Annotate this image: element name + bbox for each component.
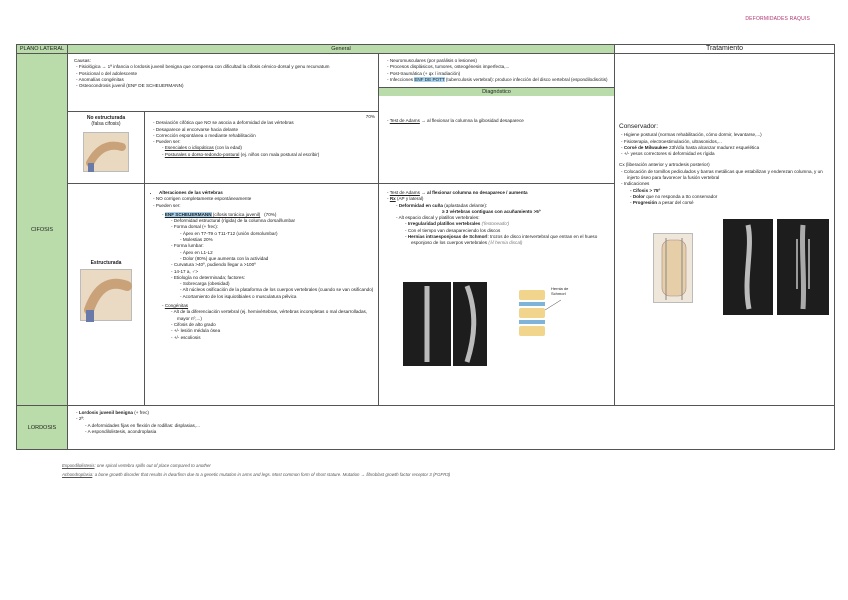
- header-diagnostico: Diagnóstico: [379, 87, 614, 96]
- causa-item: - Post-traumática (+ qx / irradiación): [393, 71, 611, 77]
- qx-item: [623, 181, 830, 206]
- xray-ap: [403, 282, 451, 366]
- est-item: - NO corrigen completamente espontáneamente: [159, 196, 375, 202]
- sch-sub-item: - Ápex en L1-L2: [186, 250, 375, 256]
- hernias-label: Hernias intraesponjosas de Schmorl: [407, 234, 488, 240]
- pueden-ser-label: Pueden ser:: [155, 139, 181, 145]
- indicacion-item: [632, 200, 830, 206]
- estructurada-label-cell: [68, 184, 145, 406]
- no-est-item: [155, 139, 375, 158]
- no-est-item: - Corrección espontánea o mediante rehabilitación: [159, 133, 375, 139]
- sch-item: - Curvatura >40º, pudiendo llegar a >100º: [177, 262, 375, 268]
- sub-2-post: (ej. niños con mala postural al escribir): [239, 151, 320, 157]
- footnote-term: Achondroplasia: [62, 472, 93, 477]
- spine-xray-icon: [723, 219, 773, 315]
- footnotes: [62, 461, 450, 479]
- person-bending-icon: [84, 133, 130, 173]
- header-general: General: [68, 45, 615, 54]
- no-estructurada-label: No estructurada: [86, 115, 126, 121]
- congenitas-item: [164, 303, 375, 341]
- congenitas-label: Congénitas: [164, 303, 189, 309]
- no-estructurada-label-cell: [68, 112, 145, 184]
- sub-1-post: (con la edad): [213, 145, 242, 151]
- est-item: • Alteraciones de las vértebras: [159, 190, 375, 196]
- indicacion-item: - Cifosis > 75º: [636, 188, 830, 194]
- trat-item: - +/- yesos correctores si deformidad es rígida: [627, 151, 830, 157]
- footnote-term: Espondilolistesis: [62, 463, 95, 468]
- lordosis-juvenil-label: Lordosis juvenil benigna: [78, 410, 133, 415]
- no-est-item: - Desaparece al encorvarse hacia delante: [159, 127, 375, 133]
- sch-item: - 14-17 a, ♂>: [177, 269, 375, 275]
- footnote-text: : a bone growth disorder that results in dwarfism due to a genetic mutation in arms and legs. Most common form of short stature. Mutation → fibroblast growth factor receptor 3 (FGFR3): [92, 472, 451, 477]
- tratamiento-images: [619, 219, 830, 329]
- sch-sub-item: - Ápex en T7-T9 o T11-T12 (unión dorsolumbar): [186, 231, 375, 237]
- footnote-2: [62, 470, 450, 479]
- lordosis-juvenil-post: (+ frec): [132, 410, 149, 415]
- person-bending-icon: [81, 270, 133, 322]
- forma-dorsal-label: Forma dorsal (+ frec):: [173, 224, 219, 230]
- sub-1-label: Esenciales o idiopáticas: [164, 145, 214, 151]
- forma-lumbar-label: Forma lumbar:: [173, 243, 204, 249]
- diag-item: [389, 117, 611, 124]
- trat-item: - Higiene postural (normas rehabilitación, cómo dormir, levantarse,...): [627, 132, 830, 138]
- rx-post: (AP y lateral): [395, 196, 424, 202]
- no-est-sub-item: [164, 151, 375, 158]
- brace-image: [653, 233, 693, 303]
- row-label-lordosis: LORDOSIS: [17, 406, 68, 450]
- ind-2-label: Dolor: [632, 193, 645, 199]
- indicaciones-label: Indicaciones: [623, 181, 650, 187]
- diagnostico-no-est: [379, 112, 615, 184]
- vertebras-criterio: ≥ 3 vértebras contiguas con acuñamiento >5º: [442, 208, 541, 214]
- pott-highlight: ENF DE POTT: [414, 76, 445, 82]
- page-header: DEFORMIDADES RAQUIS: [745, 16, 810, 22]
- sch-item: [173, 224, 375, 243]
- sch-sub-item: - Dolor (80%) que aumenta con la actividad: [186, 256, 375, 262]
- diag-item: [389, 196, 611, 246]
- causas-title: Causas:: [74, 58, 91, 63]
- factor-item: - Acortamiento de los isquiotibiales o musculatura pélvica: [186, 294, 375, 300]
- scheuermann-pct: (70%): [264, 211, 277, 217]
- schmorl-label: Hernia de Schmorl: [551, 286, 569, 296]
- spine-xray-icon: [403, 282, 451, 366]
- ind-2-post: que no responda a tto conservador: [644, 193, 718, 199]
- deformidad-label: Deformidad en cuña: [398, 202, 443, 208]
- ind-3-label: Progresión: [632, 200, 658, 206]
- rx-item: [398, 215, 611, 246]
- sch-item: [173, 274, 375, 300]
- sch-item: [173, 243, 375, 262]
- causa-item: - Neuromusculares (por parálisis o lesiones): [393, 58, 611, 64]
- irregularidad-label: Irregularidad platillos vertebrales: [407, 221, 481, 227]
- no-est-item: - Desviación cifótica que NO se asocia a deformidad de las vértebras: [159, 120, 375, 126]
- causas-right: [379, 54, 615, 112]
- pueden-ser-label: Pueden ser:: [155, 202, 181, 208]
- no-estructurada-sublabel: (falsa cifosis): [91, 121, 121, 128]
- lordosis-sub-item: - A espondilolistesis, acondroplasia: [91, 429, 831, 435]
- xray-qx-after: [777, 219, 829, 315]
- factor-item: - Sobrecarga (obesidad): [186, 281, 375, 287]
- alt-espacio-label: Alt espacio discal y platillos vertebrales:: [398, 215, 480, 221]
- sch-sub-item: - Molestias 20%: [186, 237, 375, 243]
- factor-item: - Alt núcleos osificación de la plataforma de los cuerpos vertebrales (cuando se van osificando): [186, 287, 375, 293]
- spine-xray-icon: [453, 282, 487, 366]
- irregularidad-post: ('festoneado'): [480, 221, 510, 227]
- causa-item: - Fisiológica → 1ª infancia o lordosis juvenil benigna que compensa con dificultad la cifosis cérvico-dorsal y genu recurvatum: [82, 64, 375, 70]
- rx-item: [398, 202, 611, 216]
- hernias-tag: (ℍ hernia discal): [488, 240, 523, 246]
- qx-title: Cx (liberación anterior y artrodesis posterior): [619, 162, 710, 168]
- conservador-title: Conservador:: [619, 123, 659, 130]
- secundaria-label: 2ª:: [78, 416, 85, 422]
- causa-item: - Procesos displásicos, tumores, osteogénesis imperfecta,...: [393, 64, 611, 70]
- header-tratamiento: Tratamiento: [615, 45, 835, 54]
- test-adams-post: → al flexionar columna no desaparece / aumenta: [419, 190, 528, 195]
- xray-lateral: [453, 282, 487, 366]
- pott-post: (tuberculosis vertebral): produce infección del disco vertebral (espondilodiscitis): [444, 76, 608, 82]
- etiologia-label: Etiología no determinada; factores:: [173, 274, 246, 280]
- falsa-cifosis-photo: [83, 132, 129, 172]
- row-label-cifosis: CIFOSIS: [17, 54, 68, 406]
- deformidades-table: [16, 44, 835, 450]
- xray-qx-before: [723, 219, 773, 315]
- footnote-text: : one spinal vertebra spills out of place compared to another: [94, 463, 211, 468]
- causa-item: - Posicional o del adolescente: [82, 71, 375, 77]
- alt-item: [407, 234, 611, 247]
- causa-item-pott: [389, 76, 611, 83]
- scheuermann-item: [164, 211, 375, 300]
- scheuermann-post: (cifosis torácica juvenil): [211, 211, 261, 217]
- cong-item: - Cifosis de alto grado: [177, 322, 375, 328]
- lordosis-item: [78, 416, 831, 435]
- scheuermann-label: ENF SCHEUERMANN: [164, 211, 212, 217]
- cong-item: - +/- escoliosis: [177, 335, 375, 341]
- sub-2-label: Posturales o dorso-redondo-postural: [164, 151, 240, 157]
- brace-icon: [654, 234, 694, 304]
- cong-item: - +/- lesión médula ósea: [177, 328, 375, 334]
- no-estructurada-content: [145, 112, 379, 184]
- lordosis-content: [68, 406, 835, 450]
- trat-item: - Fisioterapia, electroestimulación, ultrasonidos,...: [627, 139, 830, 145]
- lordosis-sub-item: - A deformidades fijas en flexión de rodillas: displasias,...: [91, 423, 831, 429]
- corse-post: 23h/día hasta alcanzar madurez esquelética: [667, 144, 760, 150]
- sch-item: - Deformidad estructural (rígida) de la columna dorsal/lumbar: [177, 218, 375, 224]
- cong-item: - Alt de la diferenciación vertebral (ej. hemivértebras, vértebras incompletas o mal desarrolladas, mayor nº,...): [177, 309, 375, 322]
- schmorl-diagram: [511, 286, 567, 344]
- deformidad-post: (aplastadas delante):: [442, 202, 488, 208]
- test-adams-post: → al flexionar la columna la gibosidad desaparece: [419, 117, 524, 123]
- qx-item: - Colocación de tornillos pediculados y barras metálicas que estabilizan y enderezan columna, y un injerto óseo para favorecer la fusión vertebral: [627, 169, 830, 182]
- hernias-post: : trozos de disco intervertebral que entran en el hueso esponjoso de los cuerpos vertebrales: [411, 234, 598, 246]
- footnote-1: [62, 461, 450, 470]
- test-adams-label: Test de Adams: [389, 117, 420, 123]
- estructurada-photo: [80, 269, 132, 321]
- pott-pre: Infecciones: [389, 76, 415, 82]
- causa-item: - Anomalías congénitas: [82, 77, 375, 83]
- header-plano-lateral: PLANO LATERAL: [17, 45, 68, 54]
- spine-rods-icon: [777, 219, 829, 315]
- tratamiento-cell: [615, 54, 835, 406]
- estructurada-content: [145, 184, 379, 406]
- corse-label: Corsé de Milwaukee: [623, 144, 668, 150]
- no-estructurada-percent: 70%: [365, 114, 375, 119]
- ind-3-post: a pesar del corsé: [657, 200, 694, 206]
- estructurada-label: Estructurada: [90, 260, 122, 266]
- rx-label: Rx: [389, 196, 396, 202]
- test-adams-label: Test de Adams: [389, 190, 420, 195]
- est-item: [155, 202, 375, 341]
- diagnostico-est: [379, 184, 615, 406]
- causas-left: [68, 54, 379, 112]
- causa-item: - Osteocondrosis juvenil (ENF DE SCHEUERMANN): [82, 83, 375, 89]
- alt-item: - Con el tiempo van desapareciendo los discos: [411, 228, 611, 234]
